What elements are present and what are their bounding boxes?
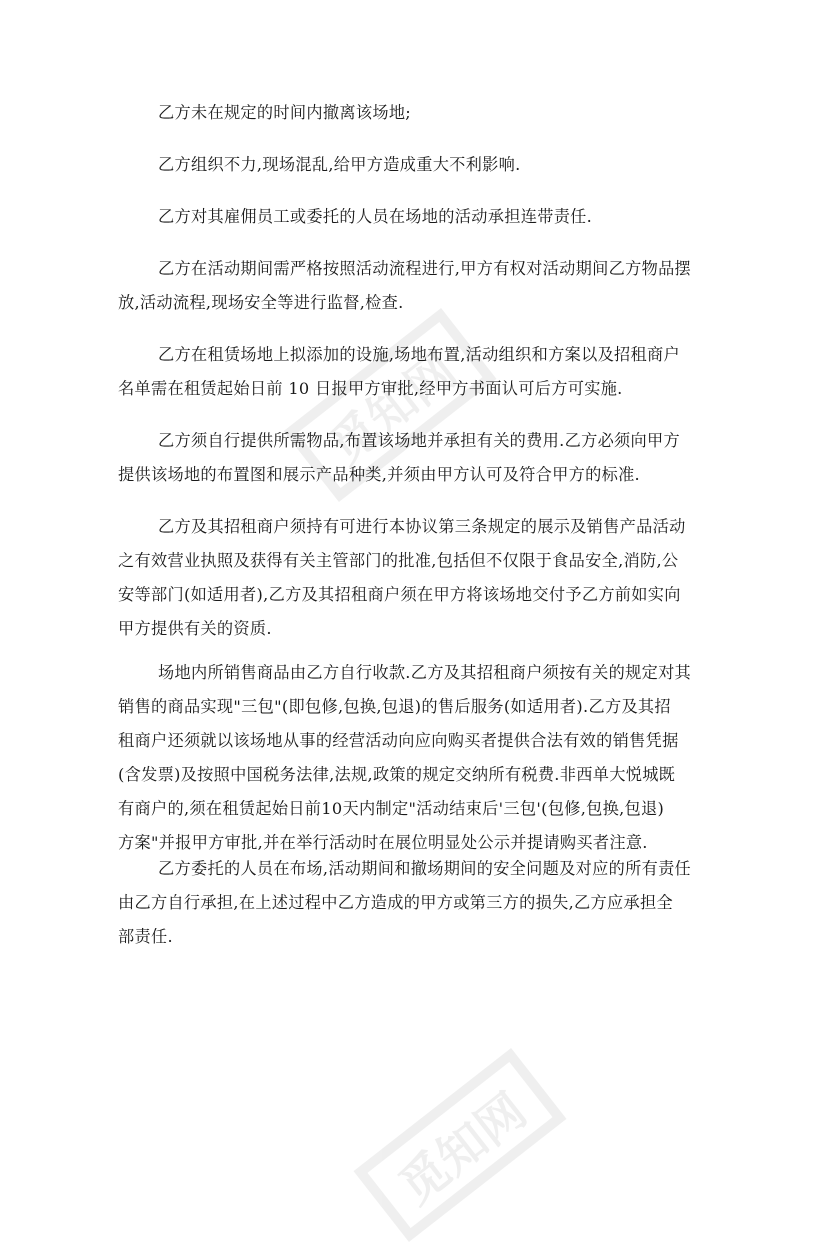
watermark-text: 觅知网	[318, 342, 467, 475]
paragraph	[118, 338, 710, 406]
paragraph-line: 乙方须自行提供所需物品,布置该场地并承担有关的费用.乙方必须向甲方	[158, 431, 681, 450]
paragraph	[118, 200, 710, 234]
paragraph-line: (含发票)及按照中国税务法律,法规,政策的规定交纳所有税费.非西单大悦城既	[118, 765, 676, 784]
paragraph-line: 乙方在活动期间需严格按照活动流程进行,甲方有权对活动期间乙方物品摆	[158, 259, 692, 278]
paragraph-line: 乙方未在规定的时间内撤离该场地;	[158, 103, 412, 122]
paragraph	[118, 852, 710, 954]
paragraph-line: 乙方在租赁场地上拟添加的设施,场地布置,活动组织和方案以及招租商户	[158, 345, 681, 364]
paragraph-line: 方案"并报甲方审批,并在举行活动时在展位明显处公示并提请购买者注意.	[118, 833, 648, 852]
paragraph-line: 由乙方自行承担,在上述过程中乙方造成的甲方或第三方的损失,乙方应承担全	[118, 893, 673, 912]
paragraph	[118, 96, 710, 130]
watermark-logo	[353, 1048, 566, 1242]
paragraph-line: 名单需在租赁起始日前 10 日报甲方审批,经甲方书面认可后方可实施.	[118, 379, 623, 398]
paragraph-line: 乙方组织不力,现场混乱,给甲方造成重大不利影响.	[158, 155, 521, 174]
paragraph-line: 部责任.	[118, 927, 173, 946]
paragraph	[118, 656, 710, 860]
paragraph-line: 放,活动流程,现场安全等进行监督,检查.	[118, 293, 404, 312]
watermark-text: 觅知网	[388, 1082, 537, 1215]
paragraph-line: 有商户的,须在租赁起始日前10天内制定"活动结束后'三包'(包修,包换,包退)	[118, 799, 665, 818]
paragraph-line: 安等部门(如适用者),乙方及其招租商户须在甲方将该场地交付予乙方前如实向	[118, 585, 681, 604]
paragraph-line: 乙方委托的人员在布场,活动期间和撤场期间的安全问题及对应的所有责任	[158, 859, 692, 878]
paragraph-line: 提供该场地的布置图和展示产品种类,并须由甲方认可及符合甲方的标准.	[118, 465, 641, 484]
paragraph-line: 甲方提供有关的资质.	[118, 619, 272, 638]
paragraph	[118, 510, 710, 646]
paragraph	[118, 424, 710, 492]
paragraph-line: 销售的商品实现"三包"(即包修,包换,包退)的售后服务(如适用者).乙方及其招	[118, 697, 671, 716]
paragraph	[118, 252, 710, 320]
paragraph-line: 场地内所销售商品由乙方自行收款.乙方及其招租商户须按有关的规定对其	[158, 663, 692, 682]
paragraph-line: 之有效营业执照及获得有关主管部门的批准,包括但不仅限于食品安全,消防,公	[118, 551, 679, 570]
paragraph	[118, 148, 710, 182]
paragraph-line: 乙方及其招租商户须持有可进行本协议第三条规定的展示及销售产品活动	[158, 517, 686, 536]
paragraph-line: 租商户还须就以该场地从事的经营活动向应向购买者提供合法有效的销售凭据	[118, 731, 679, 750]
paragraph-line: 乙方对其雇佣员工或委托的人员在场地的活动承担连带责任.	[158, 207, 593, 226]
